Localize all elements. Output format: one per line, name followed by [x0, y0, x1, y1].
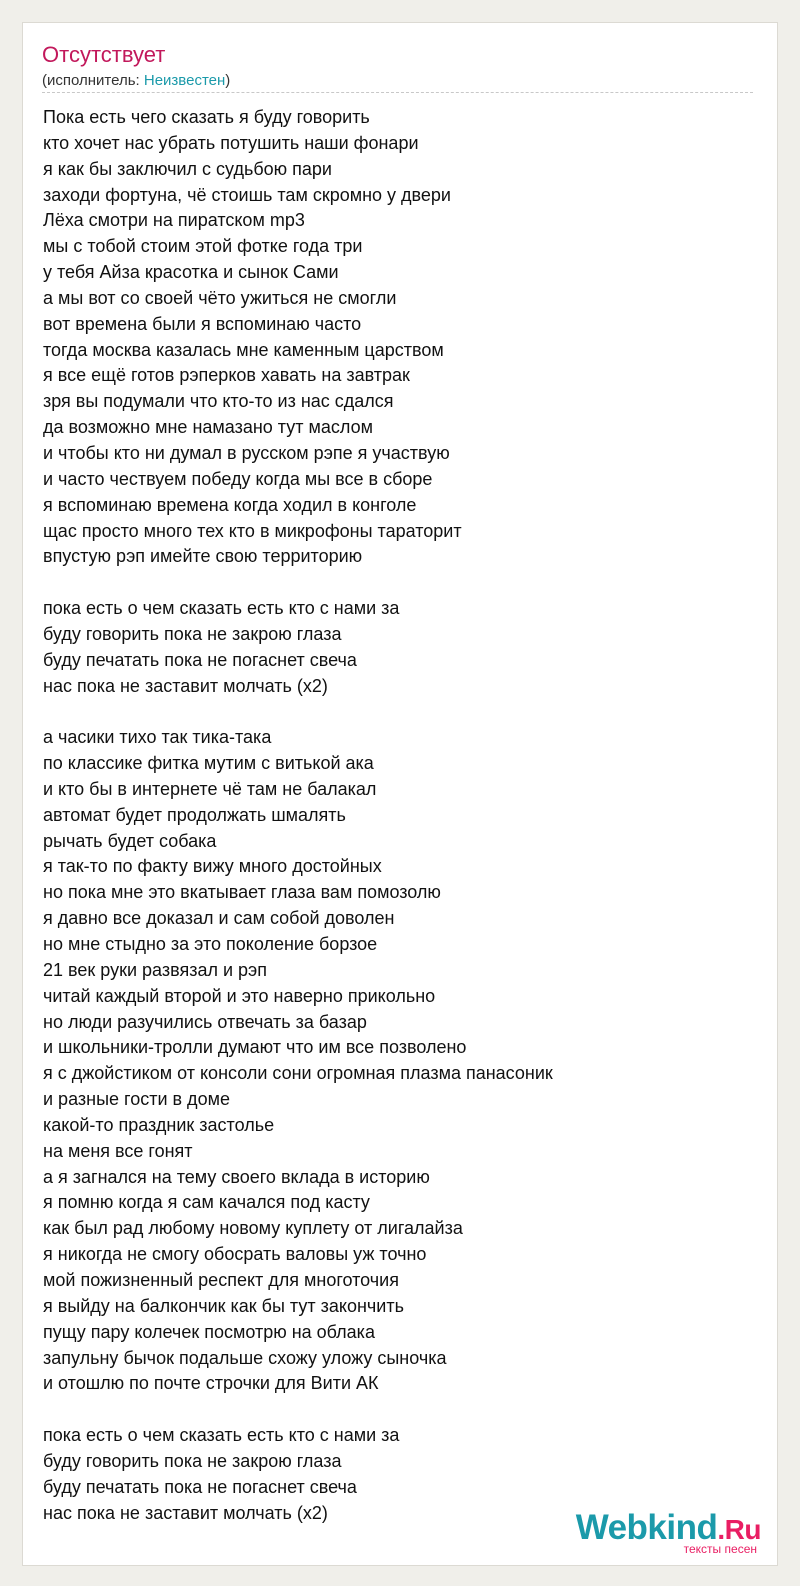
lyric-line: я с джойстиком от консоли сони огромная плазма панасоник: [43, 1063, 553, 1084]
lyric-line: Пока есть чего сказать я буду говорить: [43, 107, 370, 127]
artist-link[interactable]: Неизвестен: [143, 72, 226, 89]
lyric-line: впустую рэп имейте свою территорию: [43, 546, 363, 567]
lyric-line: я так-то по факту вижу много достойных: [43, 856, 382, 877]
lyric-line: автомат будет продолжать шмалять: [43, 804, 346, 825]
lyrics-card: [22, 22, 778, 1566]
lyric-line: какой-то праздник застолье: [43, 1114, 275, 1135]
lyric-line: читай каждый второй и это наверно прикольно: [43, 985, 436, 1006]
lyric-line: а мы вот со своей чёто ужиться не смогли: [43, 287, 397, 308]
lyric-line: мы с тобой стоим этой фотке года три: [43, 236, 363, 257]
lyric-line: на меня все гонят: [43, 1140, 193, 1161]
logo-main-text: Webkind: [575, 1508, 718, 1547]
lyric-line: я все ещё готов рэперков хавать на завтрак: [43, 365, 410, 386]
lyric-line: пущу пару колечек посмотрю на облака: [43, 1321, 375, 1342]
lyric-line: и школьники-тролли думают что им все позволено: [43, 1037, 467, 1058]
lyric-line: но мне стыдно за это поколение борзое: [43, 934, 378, 954]
logo-suffix: .Ru: [717, 1514, 761, 1545]
lyric-line: по классике фитка мутим с витькой ака: [43, 753, 374, 774]
lyric-line: кто хочет нас убрать потушить наши фонари: [43, 132, 419, 153]
lyric-line: я помню когда я сам качался под касту: [43, 1192, 370, 1213]
lyric-line: я вспоминаю времена когда ходил в конголе: [43, 494, 417, 515]
lyric-line: и разные гости в доме: [43, 1089, 230, 1110]
lyric-line: буду говорить пока не закрою глаза: [43, 623, 342, 644]
artist-line: [42, 72, 230, 90]
lyric-line: буду печатать пока не погаснет свеча: [43, 649, 357, 670]
lyric-line: пока есть о чем сказать есть кто с нами за: [43, 1425, 400, 1446]
song-title: Отсутствует: [42, 42, 166, 67]
lyric-line: буду печатать пока не погаснет свеча: [43, 1476, 357, 1497]
lyric-line: я как бы заключил с судьбою пари: [43, 158, 332, 179]
stanza-break: [43, 1397, 753, 1423]
lyric-line: пока есть о чем сказать есть кто с нами за: [43, 598, 400, 619]
lyric-line: запульну бычок подальше схожу уложу сыночка: [43, 1347, 447, 1368]
lyric-line: рычать будет собака: [43, 830, 217, 851]
lyric-line: я никогда не смогу обосрать валовы уж точно: [43, 1244, 427, 1265]
lyric-line: у тебя Айза красотка и сынок Сами: [43, 262, 339, 283]
lyric-line: вот времена были я вспоминаю часто: [43, 313, 362, 334]
lyric-line: тогда москва казалась мне каменным царством: [43, 339, 444, 360]
lyric-line: а часики тихо так тика-така: [43, 727, 272, 748]
logo-subtitle: тексты песен: [683, 1542, 757, 1556]
header-divider: [42, 92, 753, 93]
lyric-line: мой пожизненный респект для многоточия: [43, 1269, 399, 1290]
lyric-line: и часто чествуем победу когда мы все в сборе: [43, 468, 433, 489]
lyric-line: нас пока не заставит молчать (x2): [43, 1502, 328, 1523]
artist-prefix: (исполнитель:: [42, 72, 144, 89]
stanza-break: [43, 570, 753, 596]
artist-suffix: ): [225, 72, 231, 89]
logo-wordmark: [576, 1510, 761, 1545]
lyric-line: как был рад любому новому куплету от лигалайза: [43, 1218, 463, 1239]
lyric-line: но люди разучились отвечать за базар: [43, 1011, 367, 1032]
lyric-line: буду говорить пока не закрою глаза: [43, 1450, 342, 1471]
lyric-line: и чтобы кто ни думал в русском рэпе я участвую: [43, 442, 450, 463]
lyric-line: зря вы подумали что кто-то из нас сдался: [43, 391, 394, 412]
lyric-line: щас просто много тех кто в микрофоны тараторит: [43, 520, 462, 541]
lyric-line: а я загнался на тему своего вклада в историю: [43, 1166, 430, 1187]
lyric-line: нас пока не заставит молчать (x2): [43, 675, 328, 696]
stanza-break: [43, 699, 753, 725]
lyric-line: я давно все доказал и сам собой доволен: [43, 908, 395, 929]
lyric-line: да возможно мне намазано тут маслом: [43, 417, 373, 438]
lyric-line: заходи фортуна, чё стоишь там скромно у двери: [43, 184, 451, 205]
lyric-line: но пока мне это вкатывает глаза вам помозолю: [43, 882, 441, 903]
lyrics-text: [43, 105, 753, 1526]
lyric-line: и отошлю по почте строчки для Вити АК: [43, 1373, 379, 1394]
lyric-line: Лёха смотри на пиратском mp3: [43, 210, 305, 231]
lyric-line: я выйду на балкончик как бы тут закончить: [43, 1295, 404, 1316]
lyric-line: и кто бы в интернете чё там не балакал: [43, 778, 377, 799]
webkind-logo[interactable]: [576, 1510, 761, 1555]
lyric-line: 21 век руки развязал и рэп: [43, 959, 267, 980]
